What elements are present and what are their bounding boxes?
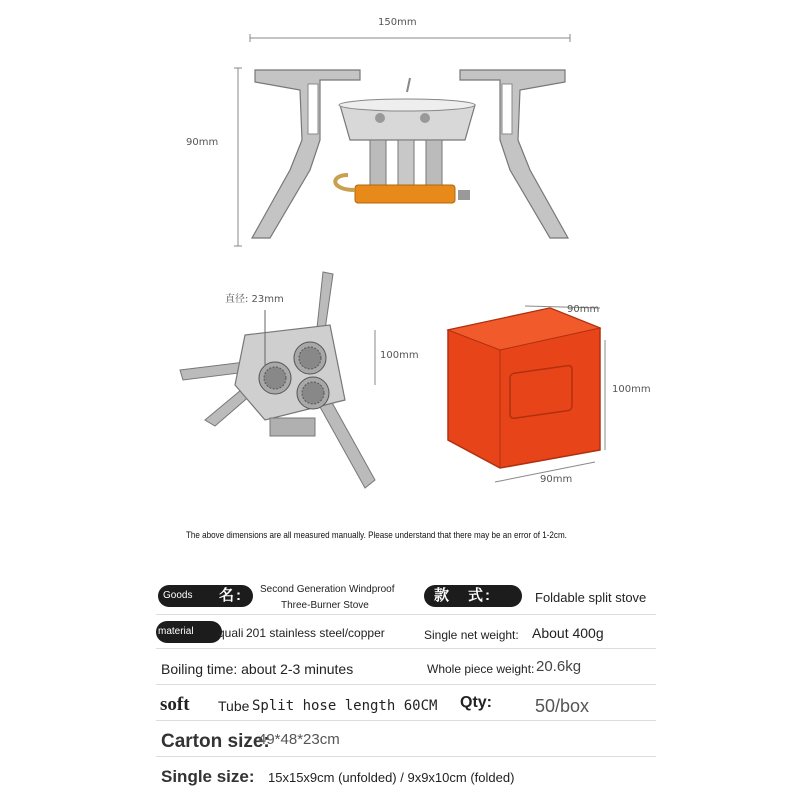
style-value: Foldable split stove: [535, 590, 647, 605]
goods-value-line1: Second Generation Windproof: [260, 584, 395, 595]
row-divider: [156, 648, 656, 649]
boiling-time: Boiling time: about 2-3 minutes: [161, 661, 354, 677]
soft-label: soft: [160, 694, 190, 715]
burner-height-label: 100mm: [380, 350, 419, 361]
style-label: 款 式:: [434, 587, 492, 604]
dim-height-label: 90mm: [186, 137, 219, 148]
carton-label: Carton size:: [161, 731, 270, 752]
material-label-small: material: [158, 626, 194, 637]
top-stove-figure: [230, 10, 590, 250]
row-divider: [156, 614, 656, 615]
whole-weight-label: Whole piece weight:: [427, 662, 535, 676]
material-prefix: quali: [218, 626, 244, 640]
box-top-label: 90mm: [567, 304, 600, 315]
net-weight-label: Single net weight:: [424, 628, 519, 642]
stove-side-view-image: [230, 10, 590, 250]
material-value: 201 stainless steel/copper: [246, 626, 385, 640]
row-divider: [156, 756, 656, 757]
burner-diameter-label: 直径: 23mm: [225, 294, 284, 305]
goods-label-small: Goods: [163, 590, 193, 601]
single-label: Single size:: [161, 767, 255, 786]
dim-width-label: 150mm: [378, 17, 417, 28]
box-height-label: 100mm: [612, 384, 651, 395]
tube-label: Tube: [218, 698, 250, 714]
hose-value: Split hose length 60CM: [252, 698, 438, 714]
row-divider: [156, 720, 656, 721]
single-value: 15x15x9cm (unfolded) / 9x9x10cm (folded): [268, 770, 515, 785]
goods-label-big: 名:: [219, 587, 243, 604]
goods-label-pill: [158, 585, 253, 607]
qty-value: 50/box: [535, 696, 590, 716]
box-bottom-label: 90mm: [540, 474, 573, 485]
storage-box-figure: [430, 300, 620, 490]
whole-weight-value: 20.6kg: [536, 658, 582, 675]
qty-label: Qty:: [460, 694, 492, 711]
style-label-pill: [424, 585, 522, 607]
storage-box-image: [430, 300, 620, 490]
row-divider: [156, 684, 656, 685]
carton-value: 49*48*23cm: [258, 731, 340, 748]
net-weight-value: About 400g: [532, 625, 604, 641]
goods-value-line2: Three-Burner Stove: [281, 600, 369, 611]
material-label-pill: [156, 621, 222, 643]
measurement-note: The above dimensions are all measured manually. Please understand that there may be an error of 1-2cm.: [186, 530, 567, 541]
